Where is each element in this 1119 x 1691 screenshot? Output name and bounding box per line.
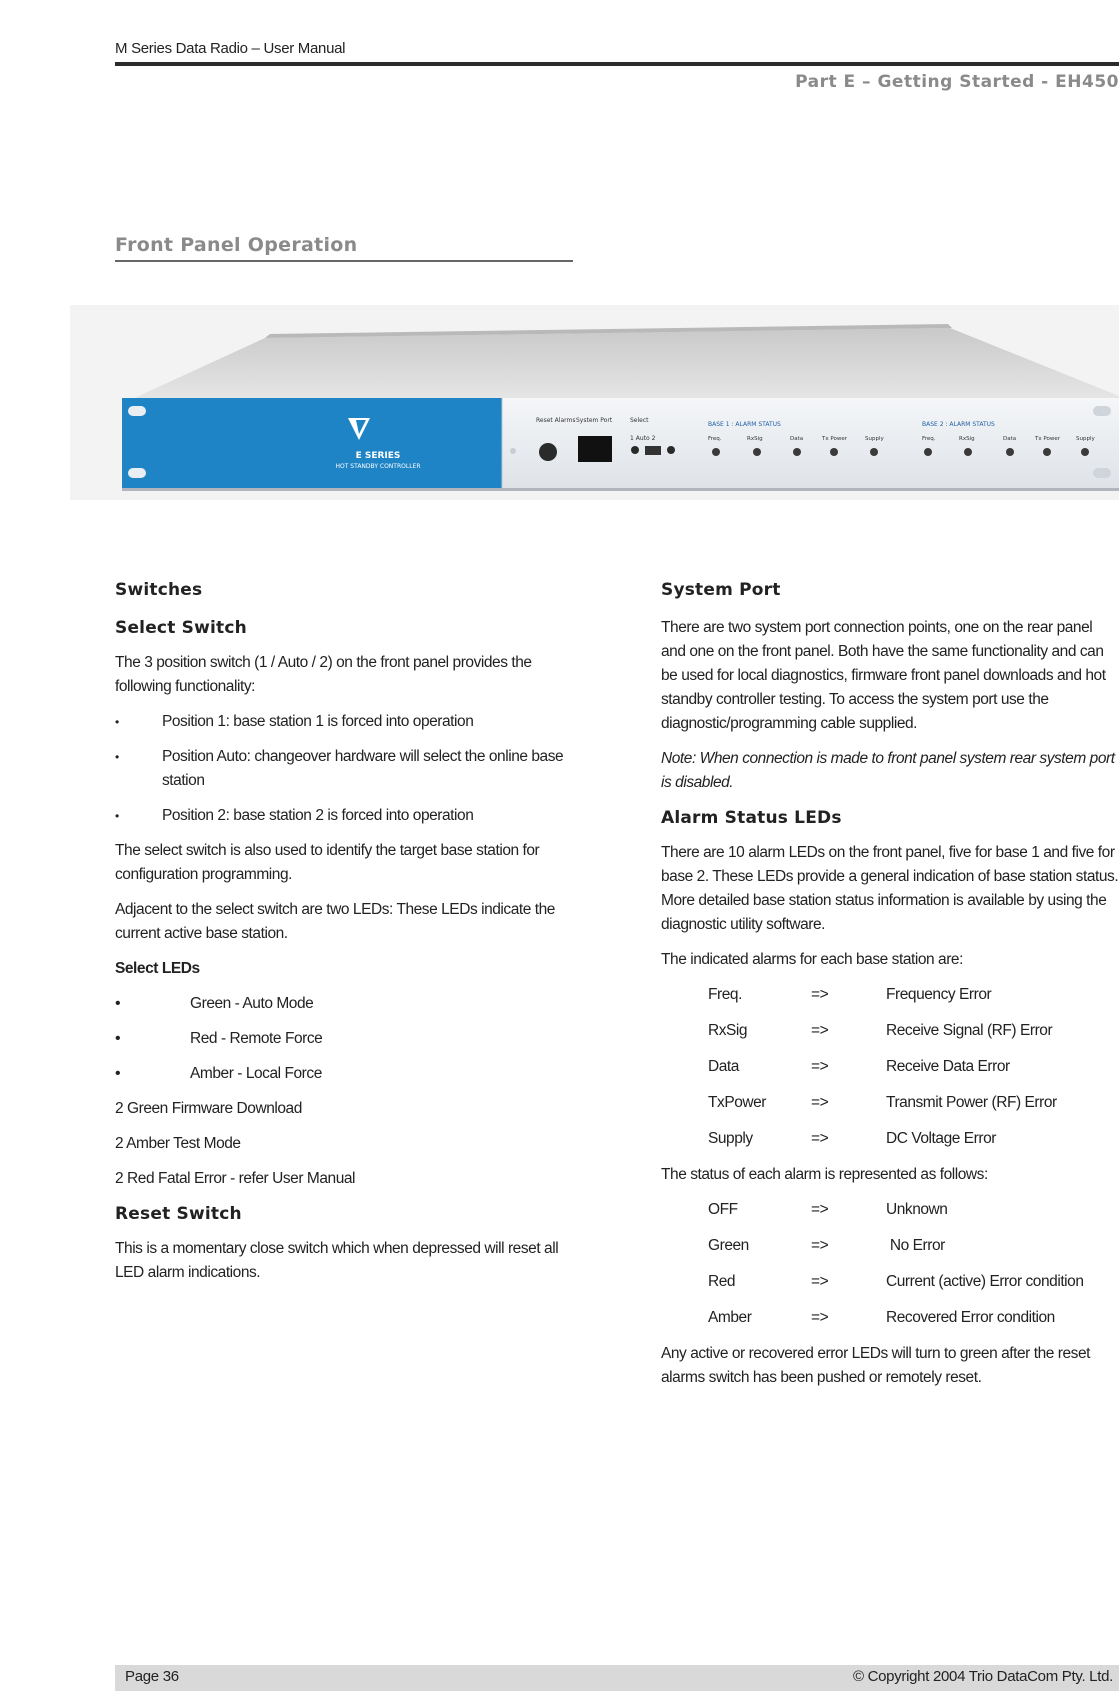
reset-switch-heading: Reset Switch <box>115 1204 242 1224</box>
b1-led-data-label: Data <box>790 436 804 442</box>
status-name: Amber <box>708 1309 752 1326</box>
section-title: Front Panel Operation <box>115 234 358 256</box>
list-item <box>115 710 580 734</box>
select-paragraph-3: Adjacent to the select switch are two LEDs: These LEDs indicate the current active base station. <box>115 901 555 942</box>
manual-title: M Series Data Radio – User Manual <box>115 40 346 57</box>
bullet-icon: • <box>115 1030 121 1047</box>
b1-led-freq-label: Freq. <box>708 436 722 442</box>
b2-led-freq-label: Freq. <box>922 436 936 442</box>
system-port-text: There are two system port connection points, one on the rear panel and one on the front panel. Both have the same functionality and can be used for local diagnostics, firmware front panel downloads and hot standby controller testing. To access the system port use the diagnostic/programming cable supplied. <box>661 619 1106 732</box>
select-switch-heading: Select Switch <box>115 618 247 638</box>
bullet-icon: • <box>115 715 119 729</box>
code-line: 2 Amber Test Mode <box>115 1135 241 1152</box>
page-footer <box>115 1665 1119 1691</box>
status-row <box>661 1306 1119 1330</box>
led-text: Amber - Local Force <box>190 1065 322 1082</box>
b2-led-rxsig-label: RxSig <box>959 436 975 442</box>
alarm-row <box>661 1019 1119 1043</box>
code-line: 2 Green Firmware Download <box>115 1100 302 1117</box>
base2-label: BASE 2 : ALARM STATUS <box>922 421 995 428</box>
select-leds-label: Select LEDs <box>115 960 200 977</box>
select-positions: 1 Auto 2 <box>630 435 656 442</box>
alarm-name: Freq. <box>708 986 742 1003</box>
alarm-row <box>661 1091 1119 1115</box>
hot-standby-controller-photo <box>70 300 1119 530</box>
reset-label: Reset Alarms <box>536 417 576 424</box>
alarm-name: Supply <box>708 1130 753 1147</box>
alarm-desc: Receive Signal (RF) Error <box>886 1022 1053 1039</box>
alarm-name: RxSig <box>708 1022 748 1039</box>
alarm-status-heading: Alarm Status LEDs <box>661 808 842 828</box>
copyright: © Copyright 2004 Trio DataCom Pty. Ltd. <box>852 1668 1113 1685</box>
bullet-icon: • <box>115 995 121 1012</box>
alarm-desc: Receive Data Error <box>886 1058 1010 1075</box>
alarm-name: TxPower <box>708 1094 767 1111</box>
position-text: Position 2: base station 2 is forced into operation <box>162 807 474 824</box>
system-port-label: System Port <box>576 417 613 424</box>
code-line: 2 Red Fatal Error - refer User Manual <box>115 1170 356 1187</box>
page-number: Page 36 <box>125 1668 179 1685</box>
list-item <box>115 1062 580 1086</box>
base1-label: BASE 1 : ALARM STATUS <box>708 421 781 428</box>
alarm-row <box>661 1127 1119 1151</box>
b1-led-supply-label: Supply <box>865 436 884 442</box>
status-desc: Recovered Error condition <box>886 1309 1055 1326</box>
alarm-row <box>661 1055 1119 1079</box>
arrow: => <box>811 1201 829 1218</box>
status-desc: No Error <box>886 1237 945 1254</box>
left-column <box>115 578 580 1296</box>
arrow: => <box>811 1273 829 1290</box>
b2-led-data-label: Data <box>1003 436 1017 442</box>
position-text: Position Auto: changeover hardware will select the online base station <box>162 748 564 789</box>
logo-line1: E SERIES <box>355 451 401 461</box>
part-title: Part E – Getting Started - EH450 <box>795 72 1119 92</box>
arrow: => <box>811 1309 829 1326</box>
status-row <box>661 1270 1119 1294</box>
switches-heading: Switches <box>115 580 203 600</box>
arrow: => <box>811 986 829 1003</box>
arrow: => <box>811 1022 829 1039</box>
list-item <box>115 745 580 793</box>
position-text: Position 1: base station 1 is forced into operation <box>162 713 474 730</box>
b2-led-supply-label: Supply <box>1076 436 1095 442</box>
status-desc: Current (active) Error condition <box>886 1273 1084 1290</box>
alarms-intro: The indicated alarms for each base station are: <box>661 951 963 968</box>
status-name: OFF <box>708 1201 738 1218</box>
list-item <box>115 992 580 1016</box>
right-column <box>661 578 1119 1401</box>
list-item <box>115 1027 580 1051</box>
status-desc: Unknown <box>886 1201 948 1218</box>
arrow: => <box>811 1237 829 1254</box>
status-name: Red <box>708 1273 736 1290</box>
alarm-desc: Transmit Power (RF) Error <box>886 1094 1057 1111</box>
b2-led-txpower-label: Tx Power <box>1035 436 1060 442</box>
header-rule <box>115 62 1119 66</box>
reset-text: This is a momentary close switch which when depressed will reset all LED alarm indications. <box>115 1240 559 1281</box>
logo-line2: HOT STANDBY CONTROLLER <box>335 463 421 470</box>
arrow: => <box>811 1058 829 1075</box>
alarm-status-text: There are 10 alarm LEDs on the front panel, five for base 1 and five for base 2. These LEDs provide a general indication of base station status. More detailed base station status information is available by using the diagnostic utility software. <box>661 844 1119 933</box>
status-intro: The status of each alarm is represented as follows: <box>661 1166 988 1183</box>
alarm-row <box>661 983 1119 1007</box>
select-label: Select <box>630 417 649 424</box>
closing-text: Any active or recovered error LEDs will turn to green after the reset alarms switch has been pushed or remotely reset. <box>661 1345 1090 1386</box>
status-name: Green <box>708 1237 749 1254</box>
b1-led-rxsig-label: RxSig <box>747 436 763 442</box>
alarm-desc: DC Voltage Error <box>886 1130 996 1147</box>
alarm-desc: Frequency Error <box>886 986 992 1003</box>
system-port-note: Note: When connection is made to front panel system rear system port is disabled. <box>661 750 1115 791</box>
b1-led-txpower-label: Tx Power <box>822 436 847 442</box>
arrow: => <box>811 1130 829 1147</box>
led-text: Red - Remote Force <box>190 1030 323 1047</box>
section-rule <box>115 260 573 262</box>
system-port-heading: System Port <box>661 580 781 600</box>
status-row <box>661 1198 1119 1222</box>
list-item <box>115 804 580 828</box>
bullet-icon: • <box>115 750 119 764</box>
bullet-icon: • <box>115 1065 121 1082</box>
select-intro: The 3 position switch (1 / Auto / 2) on the front panel provides the following functionality: <box>115 654 532 695</box>
led-text: Green - Auto Mode <box>190 995 314 1012</box>
alarm-name: Data <box>708 1058 739 1075</box>
select-paragraph-2: The select switch is also used to identify the target base station for configuration programming. <box>115 842 540 883</box>
arrow: => <box>811 1094 829 1111</box>
bullet-icon: • <box>115 809 119 823</box>
status-row <box>661 1234 1119 1258</box>
